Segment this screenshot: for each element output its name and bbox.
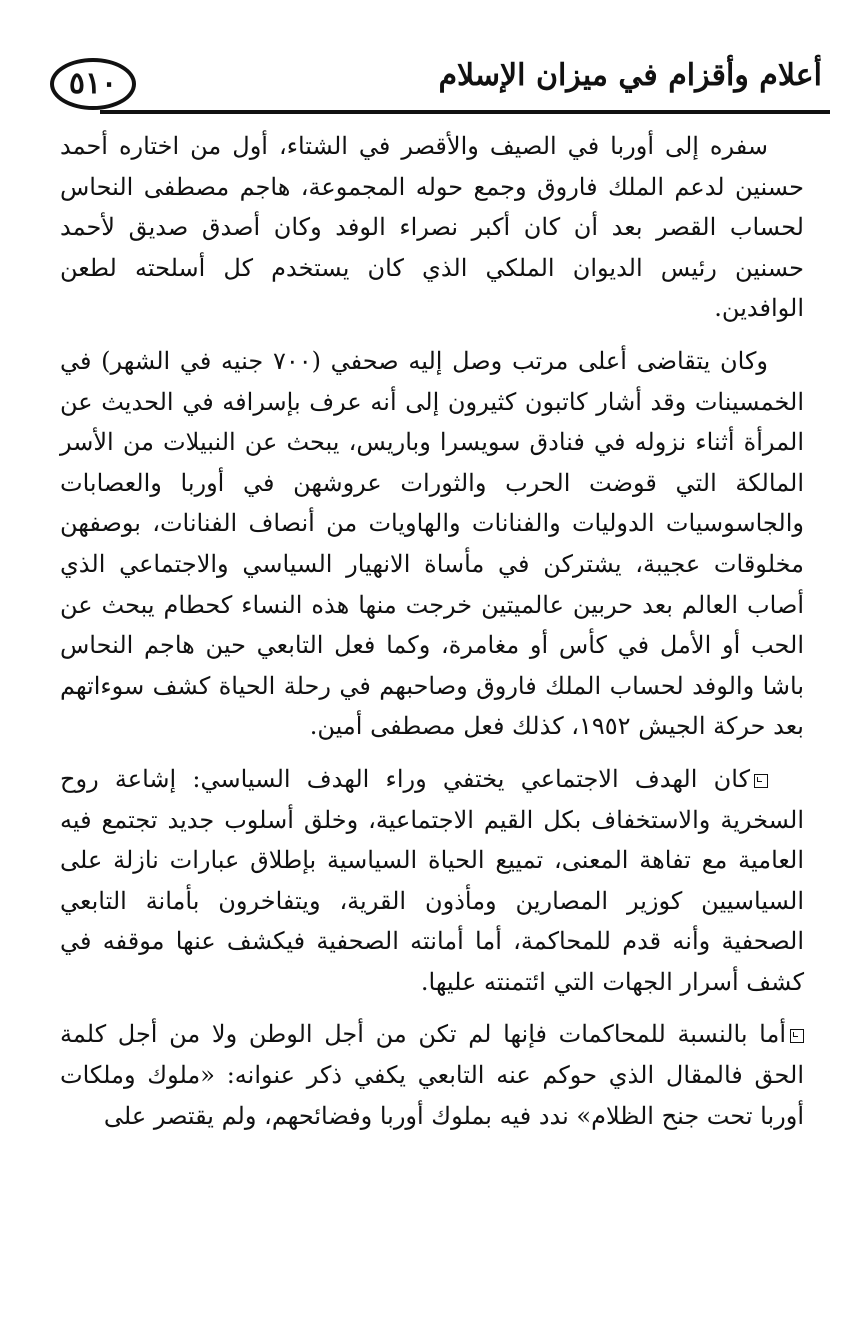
page-header: [40, 52, 830, 116]
header-rule: [100, 110, 830, 114]
bullet-box-icon: [790, 1029, 804, 1043]
paragraph-4-text: أما بالنسبة للمحاكمات فإنها لم تكن من أجل الوطن ولا من أجل كلمة الحق فالمقال الذي حوكم عنه التابعي يكفي ذكر عنوانه: «ملوك وملكات أوربا تحت جنح الظلام» ندد فيه بملوك أوربا وفضائحهم، ولم يقتصر على: [60, 1020, 804, 1130]
bullet-box-icon: [754, 774, 768, 788]
page-number-badge: [50, 58, 136, 110]
paragraph-4: [60, 1014, 804, 1136]
paragraph-2: وكان يتقاضى أعلى مرتب وصل إليه صحفي (٧٠٠ جنيه في الشهر) في الخمسينات وقد أشار كاتبون كثيرون إلى أنه عرف بإسرافه في الحديث عن المرأة أثناء نزوله في فنادق سويسرا وباريس، يبحث عن النبيلات من الأسر المالكة التي قوضت الحرب والثورات عروشهن في أوربا والعصابات والجاسوسيات الدوليات والفنانات والهاويات من أنصاف الفنانات، بوصفهن مخلوقات عجيبة، يشتركن في مأساة الانهيار السياسي والاجتماعي الذي أصاب العالم بعد حربين عالميتين خرجت منها هذه النساء كحطام يبحث عن الحب أو الأمل في كأس أو مغامرة، وكما فعل التابعي حين هاجم النحاس باشا والوفد لحساب الملك فاروق وصاحبهم في رحلة الحياة كشف سوءاتهم بعد حركة الجيش ١٩٥٢، كذلك فعل مصطفى أمين.: [60, 346, 804, 741]
page-number: ٥١٠: [68, 66, 118, 101]
paragraph-3: [60, 759, 804, 1003]
page-body: [60, 126, 804, 1148]
paragraph-3-text: كان الهدف الاجتماعي يختفي وراء الهدف السياسي: إشاعة روح السخرية والاستخفاف بكل القيم الاجتماعية، وخلق أسلوب جديد تجتمع فيه العامية مع تفاهة المعنى، تمييع الحياة السياسية بإطلاق عبارات نازلة على السياسيين كوزير المصارين ومأذون القرية، ويتفاخرون بأمانة التابعي الصحفية وأنه قدم للمحاكمة، أما أمانته الصحفية فيكشف عنها موقفه في كشف أسرار الجهات التي ائتمنته عليها.: [60, 764, 804, 996]
running-title: أعلام وأقزام في ميزان الإسلام: [438, 58, 822, 93]
paragraph-1: سفره إلى أوربا في الصيف والأقصر في الشتاء، أول من اختاره أحمد حسنين لدعم الملك فاروق وجمع حوله المجموعة، هاجم مصطفى النحاس لحساب القصر بعد أن كان أكبر نصراء الوفد وكان أصدق صديق لأحمد حسنين رئيس الديوان الملكي الذي كان يستخدم كل أسلحته لطعن الوافدين.: [60, 132, 804, 323]
